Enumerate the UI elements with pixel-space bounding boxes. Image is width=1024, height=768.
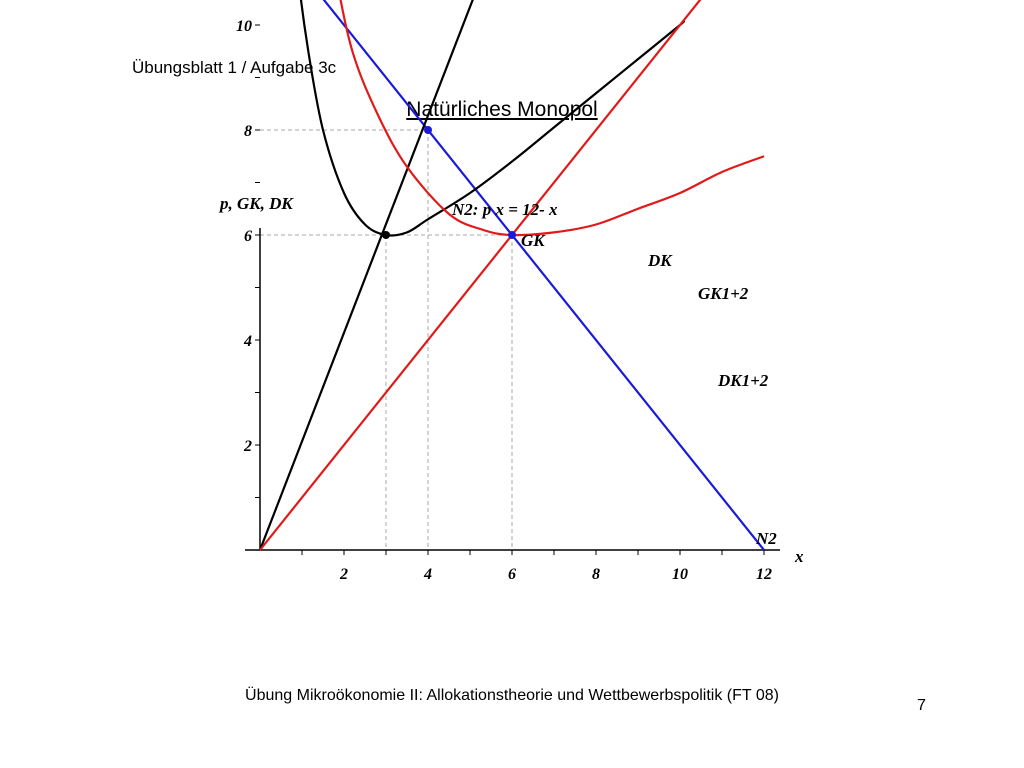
- y-tick-label: 2: [244, 438, 252, 455]
- series-label-dk12: DK1+2: [718, 371, 769, 390]
- guide-lines: [260, 130, 512, 550]
- slide-title: Natürliches Monopol: [406, 98, 598, 121]
- ticks: [236, 0, 772, 583]
- demand-equation-label: N2: p x = 12- x: [452, 200, 558, 219]
- x-tick-label: 6: [508, 566, 516, 583]
- series-label-gk12: GK1+2: [698, 284, 749, 303]
- series-label-gk: GK: [521, 231, 545, 250]
- intersection-dot: [424, 126, 432, 134]
- x-tick-label: 4: [424, 566, 432, 583]
- series-label-dk: DK: [648, 251, 672, 270]
- footer-course: Übung Mikroökonomie II: Allokationstheorie und Wettbewerbspolitik (FT 08): [245, 687, 779, 704]
- series-gk1plus2: [260, 0, 722, 550]
- intersection-dot: [508, 231, 516, 239]
- x-tick-label: 2: [340, 566, 348, 583]
- x-tick-label: 8: [592, 566, 600, 583]
- series-gk: [260, 0, 504, 550]
- series-label-n2: N2: [756, 529, 777, 548]
- x-axis-label: x: [795, 547, 804, 566]
- intersection-dot: [382, 231, 390, 239]
- page-number: 7: [917, 697, 926, 714]
- y-tick-label: 8: [244, 123, 252, 140]
- x-tick-label: 12: [756, 566, 772, 583]
- exercise-label: Übungsblatt 1 / Aufgabe 3c: [132, 58, 337, 77]
- y-tick-label: 6: [244, 228, 252, 245]
- y-tick-label: 4: [244, 333, 252, 350]
- y-axis-label: p, GK, DK: [220, 194, 293, 213]
- x-tick-label: 10: [672, 566, 688, 583]
- y-tick-label: 10: [236, 18, 252, 35]
